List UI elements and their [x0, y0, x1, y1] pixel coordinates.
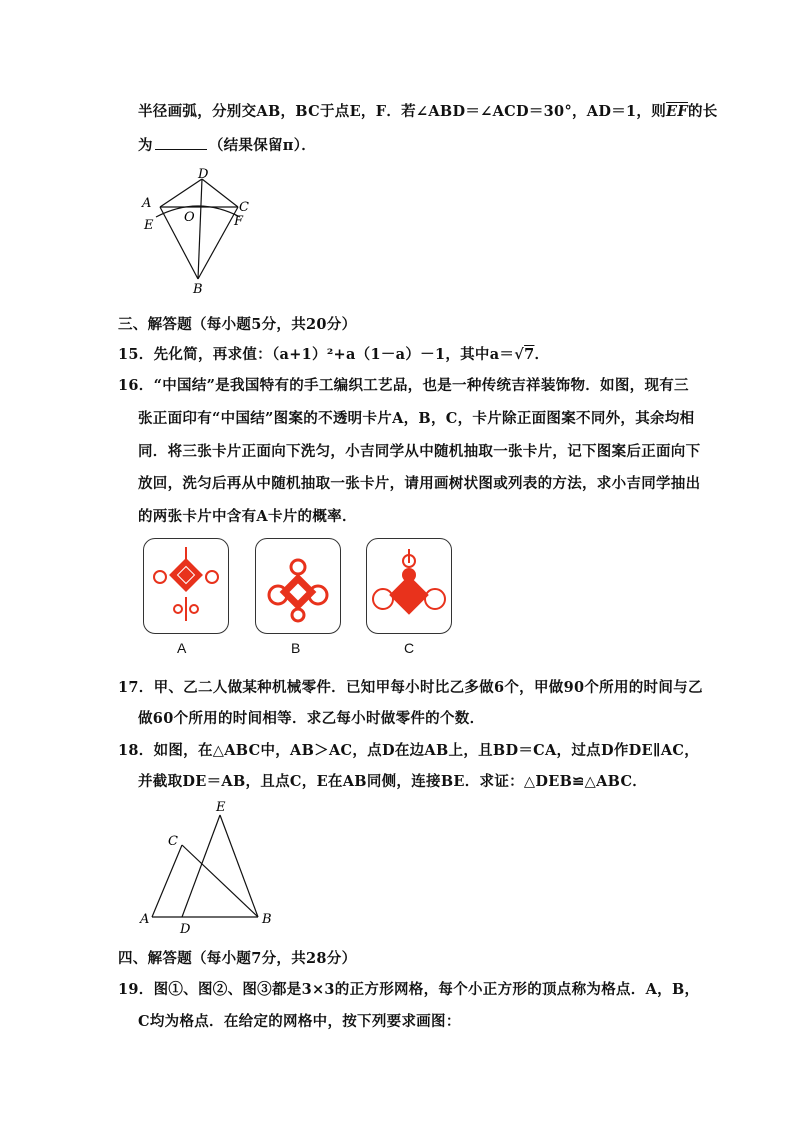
card-b [255, 538, 341, 634]
p16-line2: 张正面印有“中国结”图案的不透明卡片A，B，C，卡片除正面图案不同外，其余均相 [138, 410, 695, 427]
p16-line3: 同．将三张卡片正面向下洗匀，小吉同学从中随机抽取一张卡片，记下图案后正面向下 [138, 443, 701, 460]
sqrt-symbol: √ [514, 346, 525, 363]
problem-15 [118, 343, 549, 364]
fig14-label-o: O [184, 210, 195, 225]
p16-line4: 放回，洗匀后再从中随机抽取一张卡片，请用画树状图或列表的方法，求小吉同学抽出 [138, 475, 701, 492]
chinese-knot-b-icon [256, 539, 340, 633]
fig18-label-a: A [140, 912, 150, 927]
figure-18-triangles [138, 797, 288, 937]
fig18-label-b: B [262, 912, 272, 927]
fig18-label-d: D [180, 922, 191, 937]
card-a [143, 538, 229, 634]
fig14-label-a: A [142, 196, 152, 211]
p14-line2-pre: 为 [138, 137, 153, 154]
radicand: 7 [524, 346, 535, 363]
fig14-label-e: E [144, 218, 154, 233]
p19-line2: C均为格点．在给定的网格中，按下列要求画图： [138, 1013, 461, 1030]
card-label-c: C [404, 640, 415, 656]
p18-line1: 18．如图，在△ABC中，AB＞AC，点D在边AB上，且BD＝CA，过点D作DE∥AC， [118, 742, 700, 759]
p14-line1 [138, 100, 718, 121]
p17-line2: 做60个所用的时间相等．求乙每小时做零件的个数． [138, 710, 485, 727]
figure-14-kite [138, 165, 258, 297]
card-label-b: B [291, 640, 301, 656]
fig14-label-f: F [234, 214, 244, 229]
p14-line2-post: （结果保留π）． [208, 137, 317, 154]
p14-line1-end: 的长 [687, 103, 718, 120]
section-3-heading: 三、解答题（每小题5分，共20分） [118, 316, 357, 333]
p14-line2 [138, 134, 316, 155]
p15-post: ． [534, 346, 550, 363]
fig18-label-e: E [216, 800, 226, 815]
p19-line1: 19．图①、图②、图③都是3×3的正方形网格，每个小正方形的顶点称为格点．A，B， [118, 981, 700, 998]
p17-line1: 17．甲、乙二人做某种机械零件．已知甲每小时比乙多做6个，甲做90个所用的时间与乙 [118, 679, 703, 696]
answer-blank [155, 137, 207, 150]
fig14-label-d: D [198, 167, 209, 182]
p16-line1: 16．“中国结”是我国特有的手工编织工艺品，也是一种传统吉祥装饰物．如图，现有三 [118, 377, 689, 394]
card-c [366, 538, 452, 634]
arc-ef-label: $\overline{EF}$ [666, 103, 688, 120]
p16-line5: 的两张卡片中含有A卡片的概率． [138, 508, 357, 525]
chinese-knot-c-icon [367, 539, 451, 633]
card-label-a: A [177, 640, 187, 656]
fig18-label-c: C [168, 834, 178, 849]
fig14-label-c: C [239, 200, 249, 215]
p15-text: 15．先化简，再求值：（a+1）²+a（1－a）－1，其中a＝ [118, 346, 515, 363]
p18-line2: 并截取DE＝AB，且点C，E在AB同侧，连接BE．求证：△DEB≌△ABC． [138, 773, 648, 790]
fig14-label-b: B [193, 282, 203, 297]
chinese-knot-a-icon [144, 539, 228, 633]
section-4-heading: 四、解答题（每小题7分，共28分） [118, 950, 357, 967]
p14-line1-text: 半径画弧，分别交AB，BC于点E，F．若∠ABD＝∠ACD＝30°，AD＝1，则 [138, 103, 667, 120]
